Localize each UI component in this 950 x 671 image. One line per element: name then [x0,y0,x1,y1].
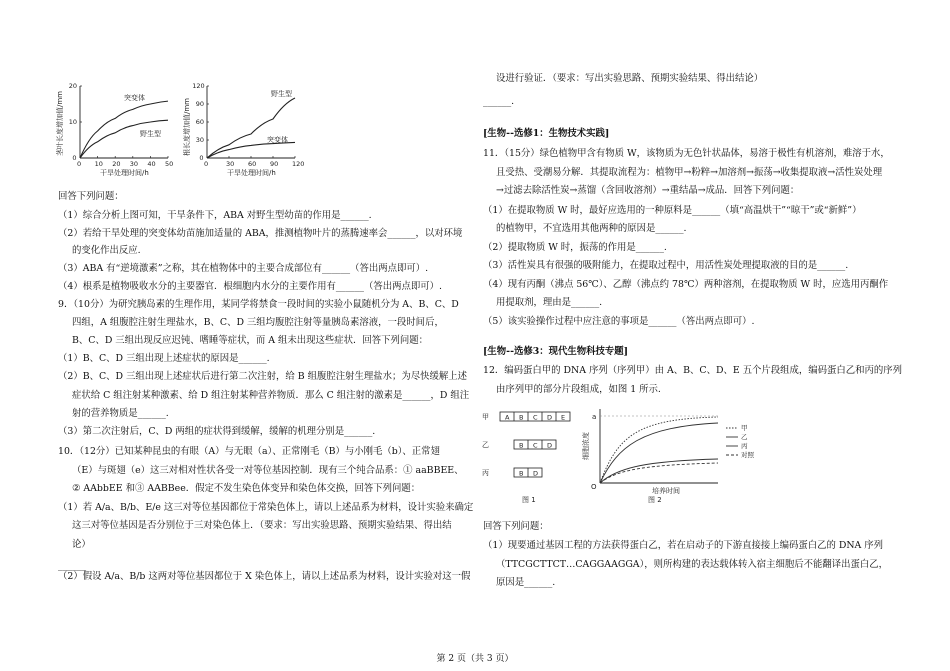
y-tick-label: 120 [192,82,205,90]
x-tick-label: 10 [94,160,103,168]
left-text-line: （1）若 A/a、B/b、E/e 这三对等位基因都位于常染色体上，请以上述品系为材料，设计实验来确定 [58,502,474,513]
fig1-yi-seg-C: C [533,441,538,450]
fig1-row-jia [500,412,570,422]
left-text-line: 四组，A 组腹腔注射生理盐水，B、C、D 三组均腹腔注射等量胰岛素溶液，一段时间后， [72,317,444,328]
fig2-legend-bing: 丙 [741,442,748,450]
left-text-line: （3）第二次注射后，C、D 两组的症状得到缓解，缓解的机理分别是______. [58,426,376,437]
right-text-line: 原因是______. [496,577,556,588]
fig2-a-label: a [592,413,597,421]
fig2-xlabel: 培养时间 [652,487,680,495]
x-axis-label: 干旱处理时间/h [227,169,276,177]
left-text-line: （2）B、C、D 三组出现上述症状后进行第二次注射，给 B 组腹腔注射生理盐水；为尽快缓解上述 [58,371,468,382]
series-line-0 [207,98,295,158]
x-tick-label: 0 [204,160,209,168]
fig2-legend-jia: 甲 [741,424,748,432]
y-tick-label: 0 [199,154,204,162]
y-tick-label: 90 [195,100,205,108]
x-tick-label: 90 [270,160,279,168]
left-text-line: （E）与斑翅（e）这三对相对性状各受一对等位基因控制．现有三个纯合品系：① aaBBEE、 [72,465,464,476]
fig1-bing-seg-B: B [519,469,524,478]
fig1-seg-A: A [505,413,510,422]
left-text-line: 的变化作出反应. [72,245,141,256]
right-text-line: 12．编码蛋白甲的 DNA 序列（序列甲）由 A、B、C、D、E 五个片段组成，编码蛋白乙和丙的序列 [483,365,903,376]
left-text-line: ______ [58,560,87,571]
fig2-legend [726,424,755,459]
x-tick-label: 30 [226,160,235,168]
right-text-line: [生物--选修3：现代生物科技专题] [483,346,629,357]
right-text-line: （TTCGCTTCT…CAGGAAGGA），则所构建的表达载体转入宿主细胞后不能翻译出蛋白乙， [496,559,889,570]
left-text-line: （2）若给干旱处理的突变体幼苗施加适量的 ABA，推测植物叶片的蒸腾速率会______，以对环境 [58,228,463,239]
fig2-legend-yi: 乙 [741,433,748,441]
series-label: 野生型 [140,130,161,138]
x-tick-label: 30 [129,160,139,168]
series-line-1 [80,120,168,158]
x-tick-label: 50 [165,160,174,168]
left-text-line: 论） [72,539,91,550]
y-tick-label: 20 [68,82,78,90]
left-text-line: （2）假设 A/a、B/b 这两对等位基因都位于 X 染色体上，请以上述品系为材料，设计实验对这一假 [58,571,471,582]
left-text-line: （1）B、C、D 三组出现上述症状的原因是______. [58,353,270,364]
fig2-origin-label: O [591,483,597,491]
left-text-line: 9．（10分）为研究胰岛素的生理作用，某同学将禁食一段时间的实验小鼠随机分为 A、B、C、D [58,299,459,310]
right-text-line: [生物--选修1：生物技术实践] [483,128,610,139]
right-text-line: （1）在提取物质 W 时，最好应选用的一种原料是______（填“高温烘干”“晾干”或“新鲜”） [483,205,862,216]
fig1-bing-seg-D: D [533,469,539,478]
series-line-1 [207,142,295,158]
left-text-line: （1）综合分析上图可知，干旱条件下，ABA 对野生型幼苗的作用是______. [58,210,372,221]
right-text-line: 由序列甲的部分片段组成，如图 1 所示. [496,384,661,395]
y-axis-label: 根长度增加值/mm [183,98,191,156]
x-tick-label: 60 [248,160,257,168]
x-tick-label: 20 [112,160,121,168]
y-tick-label: 10 [68,118,78,126]
left-text-line: （3）ABA 有“逆境激素”之称，其在植物体中的主要合成部位有______（答出两点即可）. [58,263,429,274]
left-text-line: 射的营养物质是______. [72,408,169,419]
fig1-row-bing [514,468,542,478]
left-text-line: 这三对等位基因是否分别位于三对染色体上．（要求：写出实验思路、预期实验结果、得出结 [72,520,452,531]
right-text-line: 设进行验证．（要求：写出实验思路、预期实验结果、得出结论） [496,73,764,84]
fig1-caption: 图 1 [522,496,536,504]
fig1-seg-B: B [519,413,524,422]
fig2-ylabel: 细胞浓度 [582,432,590,460]
series-label: 野生型 [271,90,292,98]
stem-leaf-growth-chart [58,80,178,180]
fig1-row-label-bing: 丙 [482,469,489,477]
fig1-row-label-jia: 甲 [482,413,489,421]
series-label: 突变体 [267,136,288,144]
series-label: 突变体 [124,94,145,102]
left-text-line: 症状给 C 组注射某种激素、给 D 组注射某种营养物质．那么 C 组注射的激素是______，D 组注 [72,390,470,401]
x-axis-label: 干旱处理时间/h [100,169,149,177]
right-text-line: （5）该实验操作过程中应注意的事项是______（答出两点即可）. [483,316,755,327]
fig1-seg-D: D [547,413,553,422]
figure-1-dna-segments [480,405,580,505]
left-text-line: 10．（12分）已知某种昆虫的有眼（A）与无眼（a）、正常刚毛（B）与小刚毛（b）、正常翅 [58,446,440,457]
right-text-line: 用提取剂，理由是______. [496,297,603,308]
y-tick-label: 30 [195,136,205,144]
x-tick-label: 0 [77,160,82,168]
page-footer: 第 2 页（共 3 页） [436,654,514,664]
fig1-row-yi [514,440,556,450]
right-text-line: →过滤去除活性炭→蒸馏（含回收溶剂）→重结晶→成品．回答下列问题： [496,185,800,196]
right-text-line: （4）现有丙酮（沸点 56℃）、乙醇（沸点约 78℃）两种溶剂，在提取物质 W 时，应选用丙酮作 [483,279,889,290]
right-text-line: 且受热、受潮易分解．其提取流程为：植物甲→粉粹→加溶剂→振荡→收集提取液→活性炭处理 [496,167,883,178]
right-text-line: 回答下列问题： [483,521,549,532]
fig1-seg-C: C [533,413,538,422]
fig1-yi-seg-D: D [547,441,553,450]
x-tick-label: 120 [292,160,305,168]
figure-2-cell-growth [582,405,778,505]
fig2-caption: 图 2 [648,496,662,504]
y-axis-label: 茎叶长度增加值/mm [56,91,64,156]
y-tick-label: 0 [72,154,77,162]
left-text-line: B、C、D 三组出现反应迟钝、嗜睡等症状，而 A 组未出现这些症状．回答下列问题： [72,335,429,346]
left-text-line: （4）根系是植物吸收水分的主要器官．根细胞内水分的主要作用有______（答出两点即可）. [58,281,442,292]
fig2-curve-control [600,463,718,483]
fig1-seg-E: E [561,413,566,422]
fig1-yi-seg-B: B [519,441,524,450]
fig2-legend-control: 对照 [741,451,754,459]
right-text-line: 11．（15分）绿色植物甲含有物质 W，该物质为无色针状晶体，易溶于极性有机溶剂，难溶于水， [483,148,890,159]
fig1-row-label-yi: 乙 [482,441,489,449]
left-text-line: 回答下列问题： [58,191,124,202]
right-text-line: （3）活性炭具有很强的吸附能力，在提取过程中，用活性炭处理提取液的目的是______. [483,260,849,271]
right-text-line: 的植物甲，不宜选用其他两种的原因是______. [496,223,687,234]
fig2-curve-bing [600,459,718,483]
right-text-line: （1）现要通过基因工程的方法获得蛋白乙，若在启动子的下游直接接上编码蛋白乙的 DNA 序列 [483,540,884,551]
y-tick-label: 60 [195,118,205,126]
fig2-curve-jia [600,417,718,483]
root-growth-chart [185,80,305,180]
right-text-line: ______. [483,96,515,107]
x-tick-label: 40 [147,160,156,168]
left-text-line: ② AAbbEE 和③ AABBee．假定不发生染色体变异和染色体交换，回答下列问题： [72,483,421,494]
right-text-line: （2）提取物质 W 时，振荡的作用是______. [483,242,667,253]
